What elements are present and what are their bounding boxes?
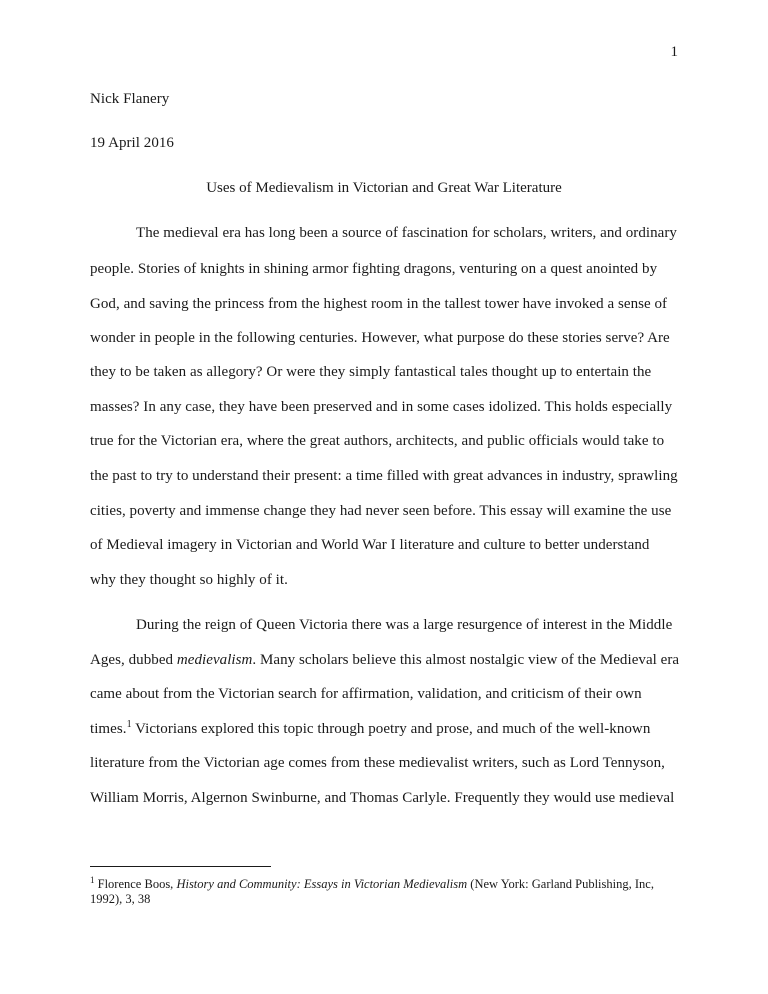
paragraph-line: true for the Victorian era, where the great authors, architects, and public officials would take to (90, 433, 665, 449)
text-span: . Many scholars believe this almost nostalgic view of the Medieval era (252, 652, 680, 668)
text-span: Victorians explored this topic through poetry and prose, and much of the well-known (131, 721, 651, 737)
paragraph-line (90, 652, 679, 669)
paragraph-line: God, and saving the princess from the highest room in the tallest tower have invoked a sense of (90, 296, 668, 312)
author-name: Nick Flanery (90, 91, 170, 107)
paragraph-line: The medieval era has long been a source of fascination for scholars, writers, and ordinary (136, 225, 677, 241)
footnote-book-title: History and Community: Essays in Victorian Medievalism (176, 877, 468, 891)
paragraph-line: William Morris, Algernon Swinburne, and Thomas Carlyle. Frequently they would use medieval (90, 790, 675, 806)
paragraph-line (90, 721, 650, 738)
footnote-divider (90, 866, 271, 867)
paragraph-line: people. Stories of knights in shining armor fighting dragons, venturing on a quest anointed by (90, 261, 658, 277)
paragraph-line: literature from the Victorian age comes from these medievalist writers, such as Lord Tennyson, (90, 755, 665, 771)
paragraph-line: of Medieval imagery in Victorian and World War I literature and culture to better understand (90, 537, 650, 553)
essay-title: Uses of Medievalism in Victorian and Great War Literature (206, 180, 562, 196)
paragraph-line: During the reign of Queen Victoria there was a large resurgence of interest in the Middle (136, 617, 673, 633)
paragraph-line: wonder in people in the following centuries. However, what purpose do these stories serve? Are (90, 330, 670, 346)
page-number: 1 (670, 44, 678, 60)
paragraph-line: they to be taken as allegory? Or were they simply fantastical tales thought up to entertain the (90, 364, 652, 380)
paragraph-line: cities, poverty and immense change they had never seen before. This essay will examine the use (90, 503, 672, 519)
emphasis-term: medievalism (176, 652, 253, 668)
footnote-line (90, 874, 654, 892)
paragraph-line: why they thought so highly of it. (90, 572, 288, 588)
document-date: 19 April 2016 (90, 135, 174, 151)
text-span: times. (90, 721, 127, 737)
text-span: Florence Boos, (94, 877, 177, 891)
footnote-line: 1992), 3, 38 (90, 892, 151, 906)
text-span: (New York: Garland Publishing, Inc, (467, 877, 654, 891)
footnote-reference: 1 (126, 719, 132, 730)
text-span: Ages, dubbed (90, 652, 177, 668)
footnote-marker: 1 (90, 874, 95, 885)
paragraph-line: the past to try to understand their present: a time filled with great advances in industry, sprawling (90, 468, 678, 484)
paragraph-line: masses? In any case, they have been preserved and in some cases idolized. This holds especially (90, 399, 673, 415)
paragraph-line: came about from the Victorian search for affirmation, validation, and criticism of their own (90, 686, 642, 702)
